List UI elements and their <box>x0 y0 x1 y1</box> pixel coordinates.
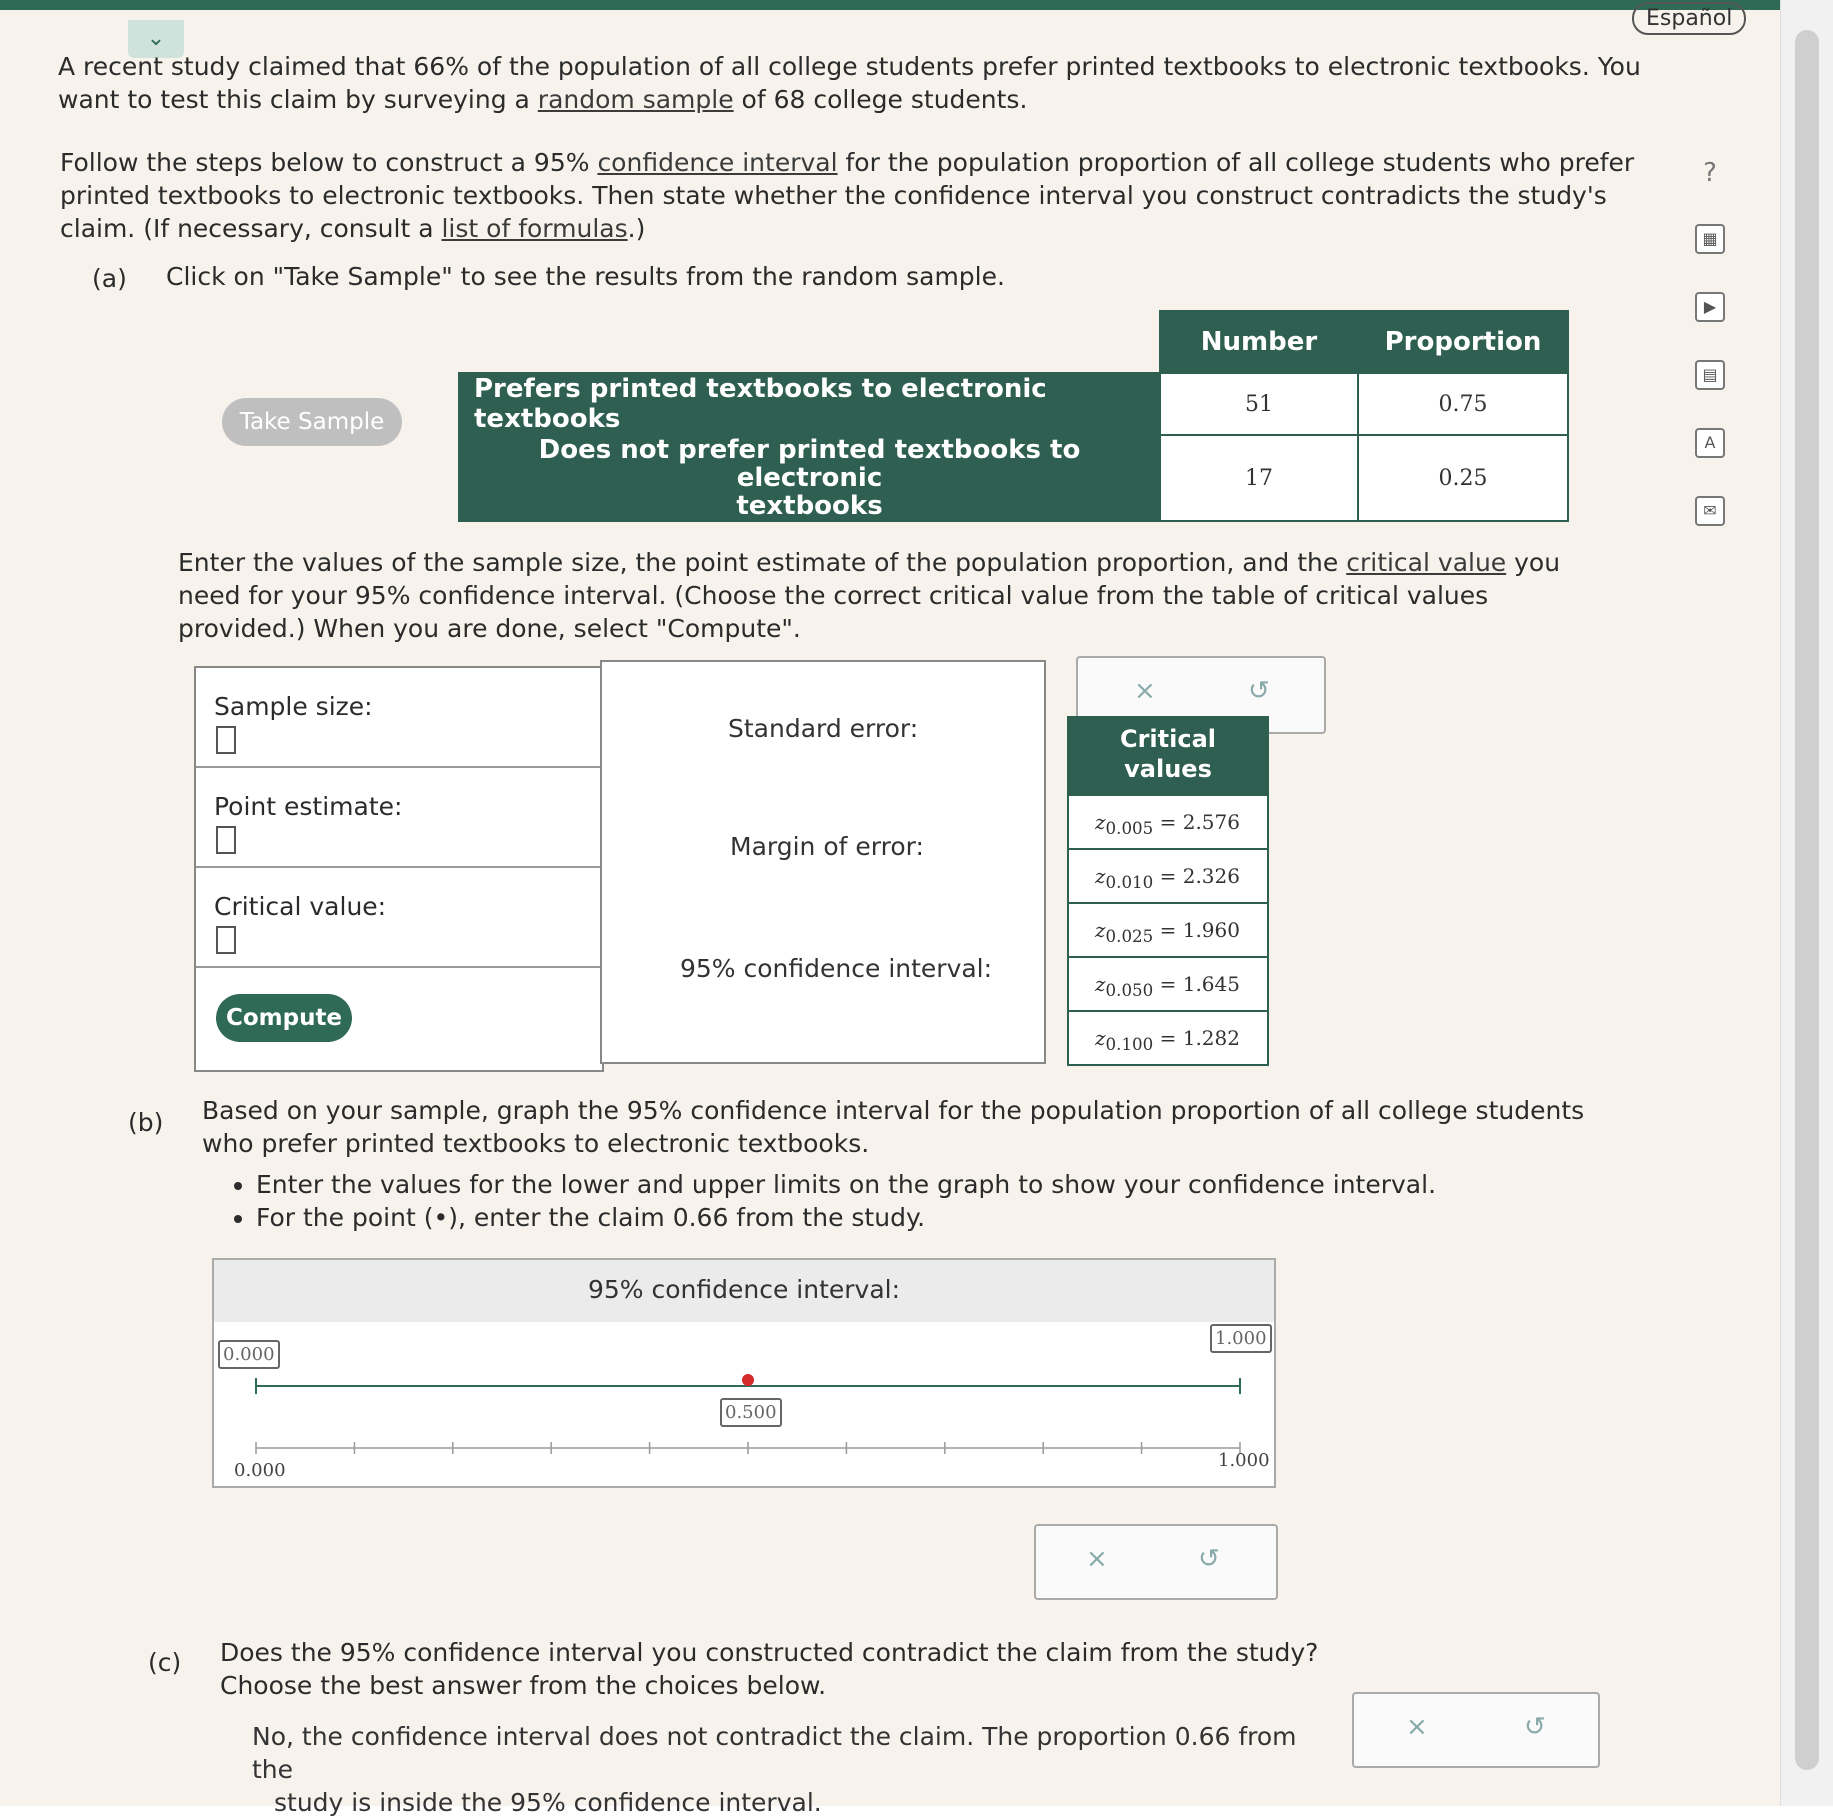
count-does-not-prefer: 17 <box>1160 435 1358 521</box>
graph-title: 95% confidence interval: <box>214 1260 1274 1322</box>
row-label-line: Does not prefer printed textbooks to electronic <box>538 435 1081 493</box>
row-label-does-not-prefer <box>459 435 1160 521</box>
critical-value-row: $z_{0.025} = 1.960$ <box>1069 902 1267 956</box>
list-of-formulas-link[interactable]: list of formulas <box>441 214 628 243</box>
critical-value-subscript: 0.100 <box>1105 1035 1154 1054</box>
standard-error-label: Standard error: <box>728 714 919 743</box>
top-bar <box>0 0 1780 10</box>
axis-max-label: 1.000 <box>1218 1450 1270 1471</box>
video-icon[interactable]: ▶ <box>1695 292 1725 322</box>
point-estimate-label: Point estimate: <box>214 792 403 821</box>
claim-point-input[interactable]: 0.500 <box>720 1398 782 1427</box>
scrollbar[interactable] <box>1780 0 1833 1806</box>
proportion-prefers: 0.75 <box>1358 373 1568 435</box>
clear-button[interactable]: × <box>1406 1712 1428 1742</box>
axis-min-label: 0.000 <box>234 1460 286 1481</box>
critical-value-row: $z_{0.005} = 2.576$ <box>1069 794 1267 848</box>
part-c-action-box <box>1352 1692 1600 1768</box>
critical-value-number: 2.326 <box>1182 864 1240 888</box>
point-estimate-cell <box>196 768 600 868</box>
ci-graph-canvas <box>214 1260 1274 1486</box>
take-sample-button[interactable]: Take Sample <box>222 398 402 446</box>
part-b-label: (b) <box>128 1108 164 1137</box>
scrollbar-thumb[interactable] <box>1795 30 1819 1770</box>
enter-values-instruction <box>178 546 1608 645</box>
intro-paragraph-1 <box>58 50 1648 116</box>
intro-text: Follow the steps below to construct a 95% <box>60 148 598 177</box>
compute-button[interactable]: Compute <box>216 994 352 1042</box>
answer-choice-no[interactable] <box>252 1720 1302 1819</box>
critical-value-link[interactable]: critical value <box>1346 548 1507 577</box>
random-sample-link[interactable]: random sample <box>537 85 734 114</box>
critical-value-number: 1.282 <box>1182 1026 1240 1050</box>
sample-size-input[interactable] <box>216 726 236 754</box>
undo-button[interactable]: ↺ <box>1248 676 1270 706</box>
choice-text: study is inside the 95% confidence interval. <box>274 1788 822 1817</box>
critical-value-row: $z_{0.010} = 2.326$ <box>1069 848 1267 902</box>
intro-paragraph-2 <box>60 146 1640 245</box>
instruction-text: you need for your 95% confidence interval. (Choose the correct critical value from the table of critical values provided.) When you are done, select "Compute". <box>178 548 1561 643</box>
intro-text: of 68 college students. <box>733 85 1028 114</box>
part-b-action-box <box>1034 1524 1278 1600</box>
critical-value-number: 2.576 <box>1182 810 1240 834</box>
sample-size-label: Sample size: <box>214 692 373 721</box>
part-b-bullets <box>220 1168 1456 1234</box>
critical-value-subscript: 0.005 <box>1105 819 1154 838</box>
intro-text: for the population proportion of all college students who prefer printed textbooks to electronic textbooks. Then state whether the confidence interval you construct contradicts the study's claim. (If necessary, consult a <box>60 148 1635 243</box>
output-panel <box>600 660 1046 1064</box>
ci-graph <box>212 1258 1276 1488</box>
proportion-does-not-prefer: 0.25 <box>1358 435 1568 521</box>
book-icon[interactable]: ▤ <box>1695 360 1725 390</box>
language-toggle-button[interactable]: Español <box>1632 2 1746 35</box>
help-icon[interactable]: ? <box>1703 158 1717 188</box>
number-column-header: Number <box>1160 311 1358 373</box>
critical-values-table <box>1067 716 1269 1066</box>
critical-value-subscript: 0.025 <box>1105 927 1154 946</box>
critical-value-number: 1.645 <box>1182 972 1240 996</box>
clear-button[interactable]: × <box>1086 1544 1108 1574</box>
claim-point-handle[interactable] <box>742 1374 754 1386</box>
sample-results-table <box>458 310 1569 522</box>
row-label-line: textbooks <box>736 491 883 521</box>
lower-limit-input[interactable]: 0.000 <box>218 1340 280 1369</box>
undo-button[interactable]: ↺ <box>1198 1544 1220 1574</box>
critical-values-title: values <box>1124 755 1212 783</box>
text-icon[interactable]: A <box>1695 428 1725 458</box>
intro-text: A recent study claimed that 66% of the population of all college students prefer printed textbooks to electronic textbooks. You want to test this claim by surveying a <box>58 52 1641 114</box>
intro-text: .) <box>627 214 646 243</box>
confidence-interval-label: 95% confidence interval: <box>680 954 993 983</box>
collapse-chevron-icon[interactable]: ⌄ <box>128 20 184 58</box>
critical-value-number: 1.960 <box>1182 918 1240 942</box>
part-c-label: (c) <box>148 1648 182 1677</box>
mail-icon[interactable]: ✉ <box>1695 496 1725 526</box>
part-a-label: (a) <box>92 264 127 293</box>
undo-button[interactable]: ↺ <box>1524 1712 1546 1742</box>
calculator-icon[interactable]: ▦ <box>1695 224 1725 254</box>
critical-value-row: $z_{0.100} = 1.282$ <box>1069 1010 1267 1064</box>
bullet-limits: • Enter the values for the lower and upper limits on the graph to show your confidence interval. <box>256 1168 1456 1201</box>
critical-value-subscript: 0.010 <box>1105 873 1154 892</box>
sample-size-cell <box>196 668 600 768</box>
input-panel <box>194 666 604 1072</box>
part-a-instruction: Click on "Take Sample" to see the results from the random sample. <box>166 262 1005 291</box>
choice-text: No, the confidence interval does not contradict the claim. The proportion 0.66 from the <box>252 1722 1297 1784</box>
critical-value-input[interactable] <box>216 926 236 954</box>
row-label-prefers: Prefers printed textbooks to electronic textbooks <box>459 373 1160 435</box>
critical-value-label: Critical value: <box>214 892 387 921</box>
margin-of-error-label: Margin of error: <box>730 832 924 861</box>
point-estimate-input[interactable] <box>216 826 236 854</box>
critical-values-title: Critical <box>1119 725 1217 753</box>
clear-button[interactable]: × <box>1134 676 1156 706</box>
critical-value-cell <box>196 868 600 968</box>
count-prefers: 51 <box>1160 373 1358 435</box>
critical-value-row: $z_{0.050} = 1.645$ <box>1069 956 1267 1010</box>
instruction-text: Enter the values of the sample size, the point estimate of the population proportion, and the <box>178 548 1347 577</box>
part-c-question: Does the 95% confidence interval you constructed contradict the claim from the study? Choose the best answer from the choices below. <box>220 1638 1319 1700</box>
part-b-text: Based on your sample, graph the 95% confidence interval for the population proportion of all college students who prefer printed textbooks to electronic textbooks. <box>202 1096 1585 1158</box>
critical-values-header <box>1069 718 1267 794</box>
confidence-interval-link[interactable]: confidence interval <box>597 148 838 177</box>
bullet-point: • For the point (•), enter the claim 0.66 from the study. <box>256 1201 1456 1234</box>
upper-limit-input[interactable]: 1.000 <box>1210 1324 1272 1353</box>
side-toolbar <box>1690 160 1730 564</box>
proportion-column-header: Proportion <box>1358 311 1568 373</box>
critical-value-subscript: 0.050 <box>1105 981 1154 1000</box>
